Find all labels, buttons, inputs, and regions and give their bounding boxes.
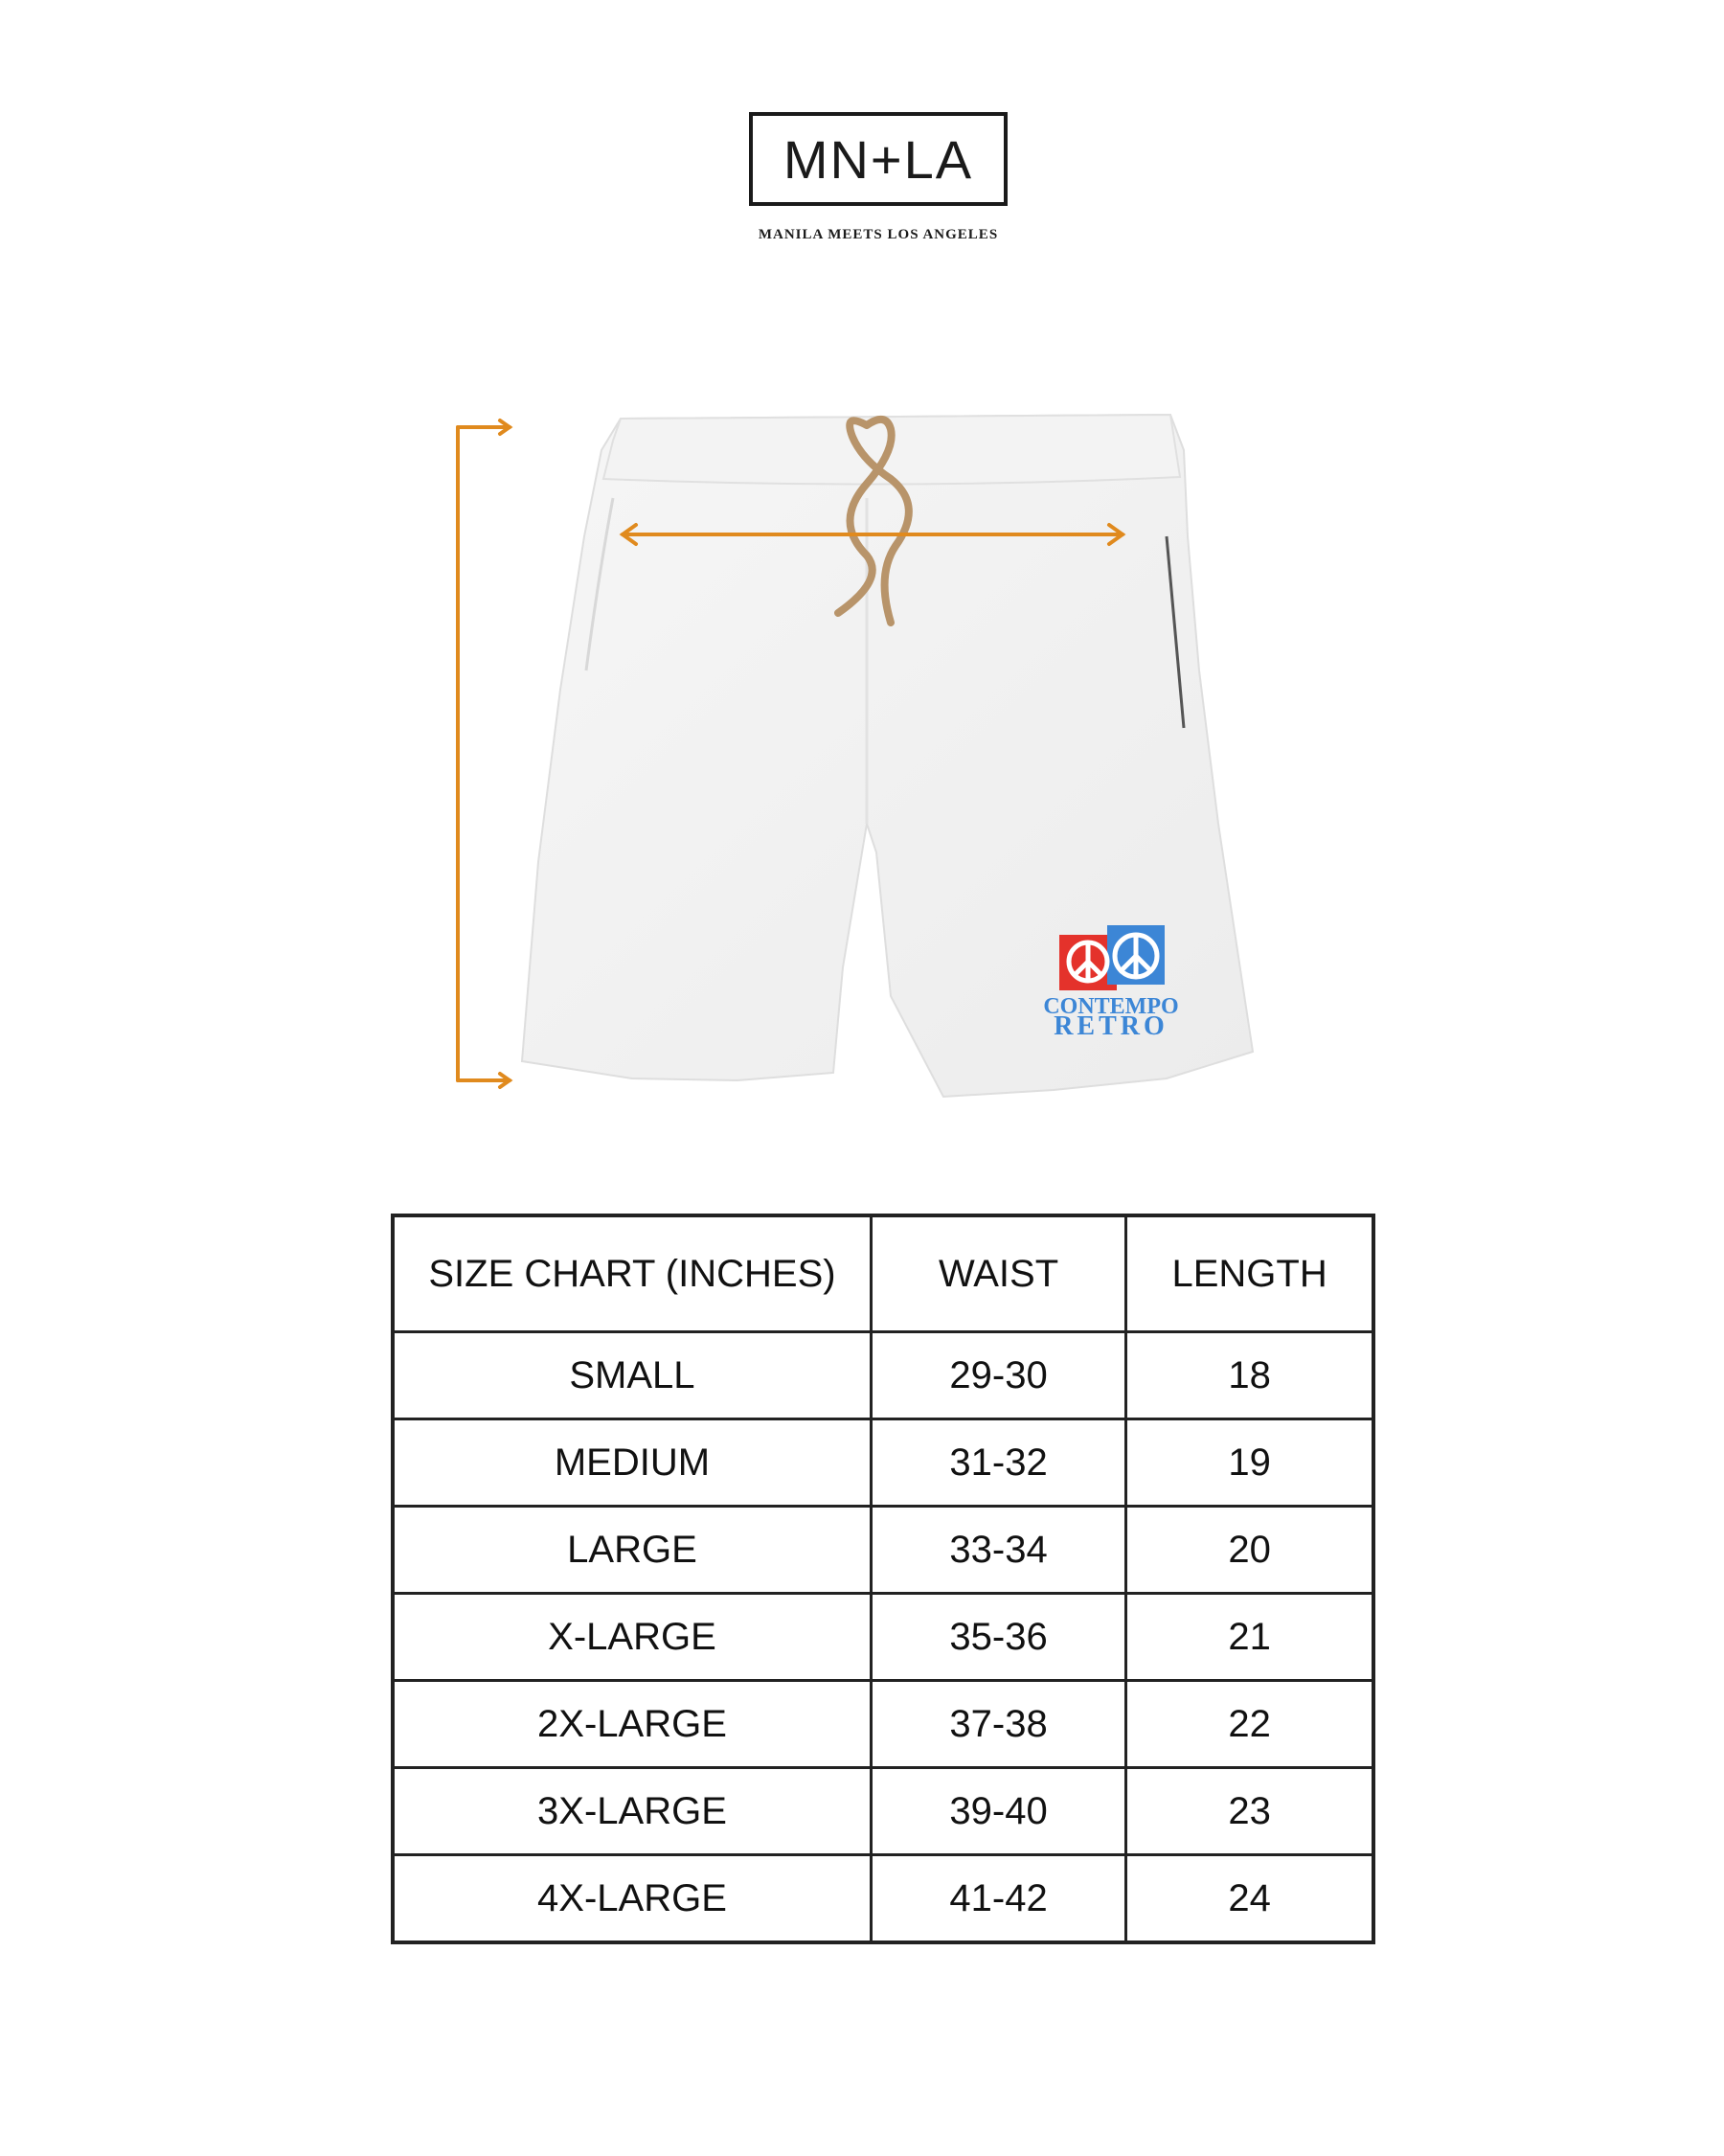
length-cell: 24 [1126,1855,1373,1943]
length-cell: 18 [1126,1332,1373,1419]
size-cell: 4X-LARGE [393,1855,871,1943]
length-cell: 21 [1126,1594,1373,1681]
table-row [393,1507,1373,1594]
header-length: LENGTH [1126,1215,1373,1332]
size-cell: 3X-LARGE [393,1768,871,1855]
table-row [393,1768,1373,1855]
waist-cell: 35-36 [871,1594,1125,1681]
table-row [393,1681,1373,1768]
length-cell: 22 [1126,1681,1373,1768]
brand-tagline: MANILA MEETS LOS ANGELES [758,227,999,242]
size-cell: 2X-LARGE [393,1681,871,1768]
waist-cell: 41-42 [871,1855,1125,1943]
table-row [393,1855,1373,1943]
contempo-retro-badge [1043,925,1178,1041]
length-cell: 20 [1126,1507,1373,1594]
length-cell: 19 [1126,1419,1373,1507]
brand-logo-text: MN+LA [783,128,974,190]
waist-cell: 33-34 [871,1507,1125,1594]
waist-cell: 37-38 [871,1681,1125,1768]
size-cell: X-LARGE [393,1594,871,1681]
length-cell: 23 [1126,1768,1373,1855]
table-row [393,1594,1373,1681]
table-header-row [393,1215,1373,1332]
size-cell: LARGE [393,1507,871,1594]
table-row [393,1332,1373,1419]
size-cell: MEDIUM [393,1419,871,1507]
header-size: SIZE CHART (INCHES) [393,1215,871,1332]
badge-line1: CONTEMPO [1043,994,1179,1019]
waist-cell: 29-30 [871,1332,1125,1419]
waist-cell: 31-32 [871,1419,1125,1507]
waist-cell: 39-40 [871,1768,1125,1855]
table-row [393,1419,1373,1507]
size-cell: SMALL [393,1332,871,1419]
size-chart-table [391,1214,1375,1944]
length-measure-arrow [458,420,510,1087]
badge-line2: RETRO [1054,1011,1168,1041]
header-waist: WAIST [871,1215,1125,1332]
